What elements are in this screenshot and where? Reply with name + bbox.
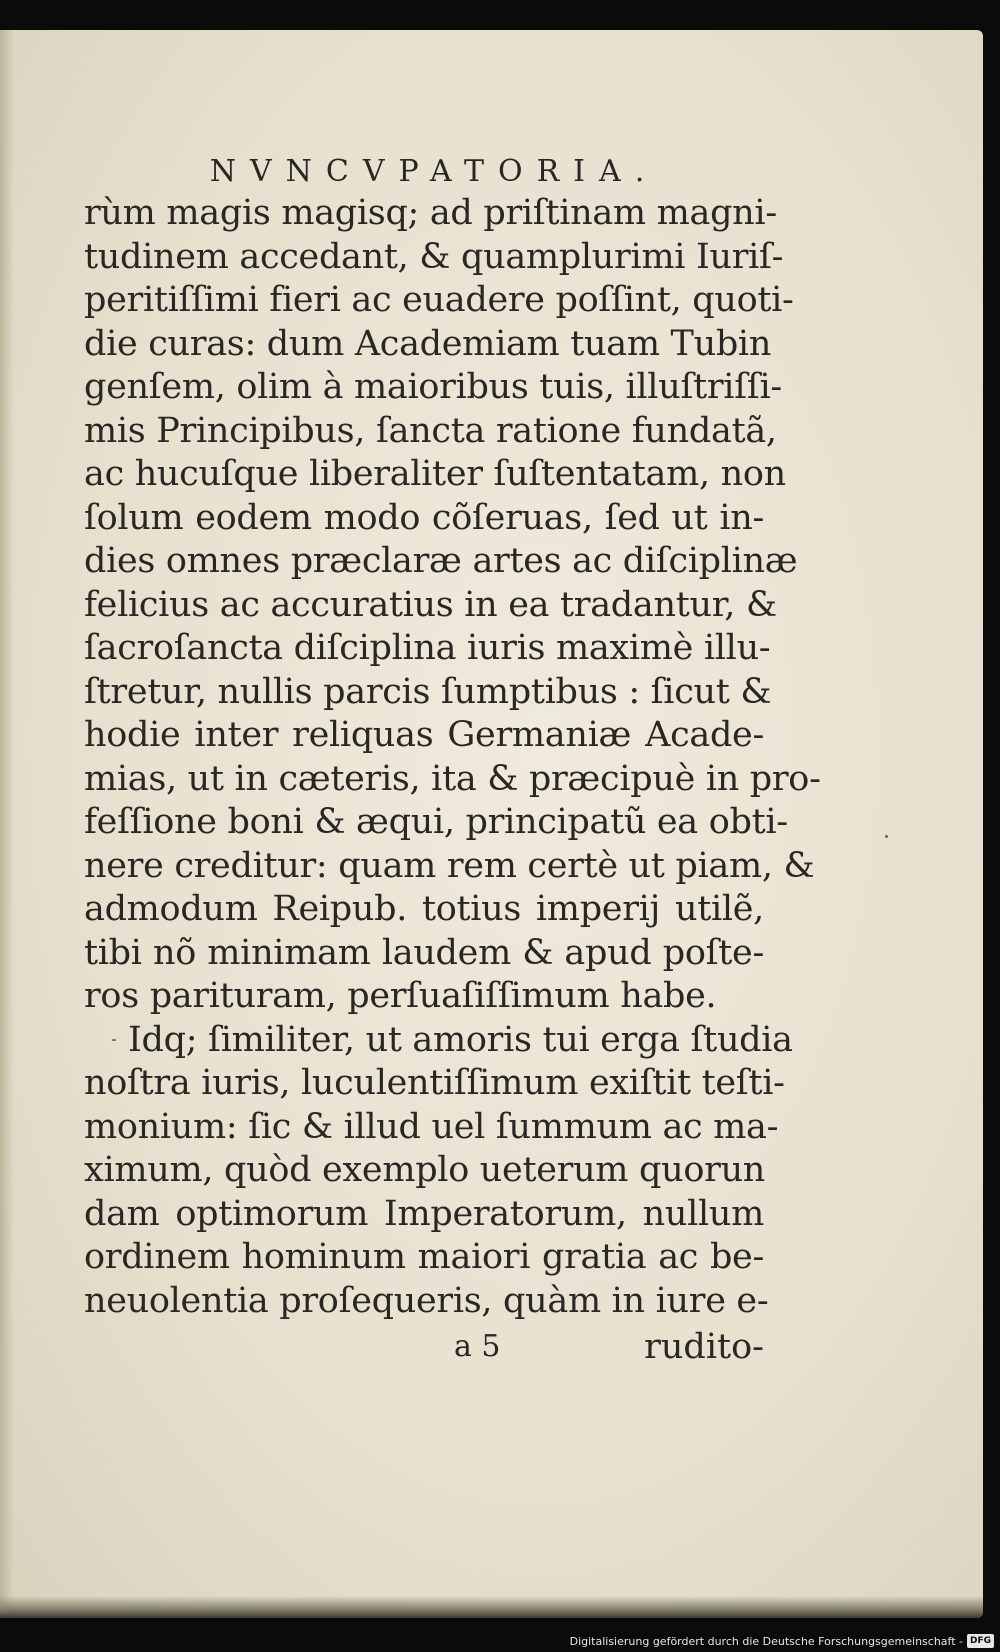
- digitization-credit: [570, 1630, 1000, 1652]
- running-head: NVNCVPATORIA.: [209, 154, 659, 189]
- text-line: die curas: dum Academiam tuam Tubin: [84, 323, 772, 364]
- paper-speck: [885, 835, 888, 838]
- body-text: [84, 192, 821, 1323]
- text-line: dies omnes præclaræ artes ac diſciplinæ: [84, 541, 798, 581]
- page-bottom-edge: [0, 1596, 983, 1618]
- text-line: tudinem accedant, & quamplurimi Iuriſ-: [84, 236, 784, 277]
- text-line: feſſione boni & æqui, principatũ ea obti-: [84, 802, 788, 842]
- page-gutter-shadow: [0, 30, 14, 1618]
- text-line: noſtra iuris, luculentiſſimum exiſtit teſti-: [84, 1063, 785, 1103]
- text-line: nere creditur: quam rem certè ut piam, &: [84, 845, 815, 886]
- text-line: ac hucuſque liberaliter ſuſtentatam, non: [84, 454, 786, 494]
- text-line: neuolentia proſequeris, quàm in iure e-: [84, 1280, 769, 1321]
- text-line: felicius ac accuratius in ea tradantur, &: [84, 584, 777, 625]
- text-line: ximum, quòd exemplo ueterum quorun: [84, 1150, 766, 1190]
- text-line: rùm magis magisq; ad priſtinam magni-: [84, 193, 777, 233]
- text-line: dam optimorum Imperatorum, nullum: [84, 1193, 764, 1234]
- text-line: genſem, olim à maioribus tuis, illuſtriſſi-: [84, 367, 782, 407]
- text-line: Idq; ſimiliter, ut amoris tui erga ſtudia: [128, 1019, 793, 1060]
- text-line: ſolum eodem modo cõſeruas, ſed ut in-: [84, 497, 764, 538]
- text-line: ſtretur, nullis parcis ſumptibus : ſicut &: [84, 671, 772, 712]
- credit-text: Digitalisierung gefördert durch die Deutsche Forschungsgemeinschaft -: [569, 1634, 963, 1648]
- text-line: hodie inter reliquas Germaniæ Acade-: [84, 715, 764, 755]
- text-line: admodum Reipub. totius imperij utilẽ,: [84, 889, 764, 929]
- text-line: ordinem hominum maiori gratia ac be-: [84, 1237, 764, 1277]
- dfg-logo: DFG: [967, 1634, 994, 1648]
- catchword: rudito-: [644, 1327, 764, 1367]
- paper-speck: [112, 1039, 116, 1041]
- text-line: monium: ſic & illud uel ſummum ac ma-: [84, 1106, 779, 1147]
- text-line: tibi nõ minimam laudem & apud poſte-: [84, 932, 764, 973]
- text-line: ros parituram, perſuaſiſſimum habe.: [84, 976, 717, 1016]
- text-line: peritiſſimi fieri ac euadere poſſint, quoti-: [84, 280, 794, 320]
- text-line: mias, ut in cæteris, ita & præcipuè in pro-: [84, 758, 821, 799]
- text-line: ſacroſancta diſciplina iuris maximè illu-: [84, 628, 771, 668]
- page-footer: [84, 1325, 764, 1369]
- text-block: [84, 152, 821, 1323]
- paper-page: [0, 30, 983, 1618]
- text-line: mis Principibus, ſancta ratione fundatã,: [84, 410, 777, 451]
- signature-mark: a 5: [454, 1329, 501, 1364]
